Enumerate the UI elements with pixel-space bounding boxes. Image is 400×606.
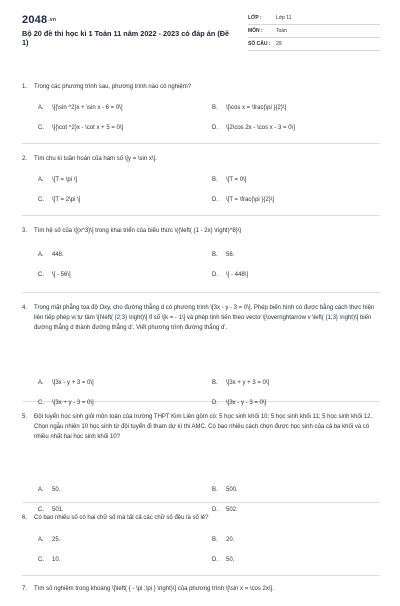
option-b[interactable]: B. \[\cos x = \frac{\pi }{2}\] xyxy=(212,105,287,111)
option-text: \[2\cos 2x - \cos x - 3 = 0\] xyxy=(226,125,295,131)
option-text: 500. xyxy=(226,487,238,493)
option-text: \[T = 0\] xyxy=(226,177,247,183)
meta-value: Toán xyxy=(276,28,287,34)
option-c[interactable]: C. 10. xyxy=(38,557,61,563)
question-number: 2. xyxy=(22,156,28,162)
option-b[interactable]: B. 56. xyxy=(212,252,235,258)
question-text: 7. Tìm số nghiệm trong khoảng \[\left( { - \pi ;\pi } \right)\] của phương trình \[\sin x = \cos 2x\]. xyxy=(22,586,274,592)
option-a[interactable]: A. 448. xyxy=(38,252,64,258)
question-number: 4. xyxy=(22,305,28,311)
option-b[interactable]: B. \[T = 0\] xyxy=(212,177,247,183)
option-text: 448. xyxy=(52,252,64,258)
option-d[interactable]: D. \[3x - y - 3 = 0\] xyxy=(212,400,267,406)
option-d[interactable]: D. \[T = \frac{\pi }{2}\] xyxy=(212,197,275,203)
option-text: 10. xyxy=(52,557,61,563)
option-c[interactable]: C. \[3x + y - 3 = 0\] xyxy=(38,400,94,406)
option-text: 50. xyxy=(226,557,235,563)
option-c[interactable]: C. \[T = 2\pi \] xyxy=(38,197,81,203)
logo-text: 2048 xyxy=(22,14,48,26)
meta-row-count xyxy=(248,38,380,51)
meta-key: SỐ CÂU : xyxy=(248,41,271,47)
question-3 xyxy=(22,216,380,293)
question-2 xyxy=(22,144,380,216)
option-d[interactable]: D. \[2\cos 2x - \cos x - 3 = 0\] xyxy=(212,125,295,131)
option-text: \[{\cot ^2}x - \cot x + 5 = 0\] xyxy=(52,125,124,131)
site-logo[interactable] xyxy=(22,14,56,26)
option-text: 502. xyxy=(226,507,238,513)
meta-row-class xyxy=(248,12,380,25)
meta-key: MÔN : xyxy=(248,28,263,34)
question-1 xyxy=(22,72,380,144)
option-b[interactable]: B. 20. xyxy=(212,537,235,543)
meta-value: 29 xyxy=(276,41,282,47)
meta-table xyxy=(248,12,380,51)
option-c[interactable]: C. \[{\cot ^2}x - \cot x + 5 = 0\] xyxy=(38,125,124,131)
question-number: 3. xyxy=(22,228,28,234)
question-number: 7. xyxy=(22,586,28,592)
meta-value: Lớp 11 xyxy=(276,15,292,21)
question-number: 5. xyxy=(22,414,28,420)
question-7 xyxy=(22,576,380,606)
option-c[interactable]: C. \[ - 56\] xyxy=(38,272,71,278)
option-a[interactable]: A. \[T = \pi \] xyxy=(38,177,78,183)
question-text: 2. Tìm chu kì tuần hoàn của hàm số \[y = \sin x\]. xyxy=(22,156,157,162)
question-text: 6. Có bao nhiêu số có hai chữ số mà tất cả các chữ số đều là số lẻ? xyxy=(22,515,209,521)
question-number: 6. xyxy=(22,515,28,521)
option-text: \[3x - y + 3 = 0\] xyxy=(52,380,94,386)
option-b[interactable]: B. \[3x + y + 3 = 0\] xyxy=(212,380,270,386)
option-text: 50. xyxy=(52,487,61,493)
question-4 xyxy=(22,293,380,406)
option-a[interactable]: A. \[3x - y + 3 = 0\] xyxy=(38,380,94,386)
option-text: 501. xyxy=(52,507,64,513)
meta-key: LỚP : xyxy=(248,15,262,21)
option-text: 56. xyxy=(226,252,235,258)
option-text: 20. xyxy=(226,537,235,543)
option-d[interactable]: D. 50. xyxy=(212,557,235,563)
option-a[interactable]: A. \[{\sin ^2}x + \sin x - 6 = 0\] xyxy=(38,105,123,111)
question-6 xyxy=(22,503,380,576)
option-a[interactable]: A. 25. xyxy=(38,537,61,543)
option-text: \[T = \frac{\pi }{2}\] xyxy=(226,197,275,203)
option-text: \[3x + y - 3 = 0\] xyxy=(52,400,94,406)
question-text: 3. Tìm hệ số của \[{x^3}\] trong khai triển của biểu thức \({\left( {1 - 2x} \right)^8}\) xyxy=(22,228,242,234)
option-text: \[3x - y - 3 = 0\] xyxy=(226,400,267,406)
question-text: 4. Trong mặt phẳng tọa độ Oxy, cho đường thẳng d có phương trình \[3x - y - 3 = 0\]. Phép biến hình có được bằng cách thực hiện liên tiếp phép vị tự tâm \[I\left( {2;3} \right)\] tỉ số \[k = - 1\] và phép tịnh tiến theo vectơ \[\overrightarrow v \left( {1;3} \right)\] biến đường thẳng d thành đường thẳng d'. Viết phương trình đường thẳng d'. xyxy=(22,305,375,331)
option-text: \[T = \pi \] xyxy=(52,177,78,183)
option-text: \[\cos x = \frac{\pi }{2}\] xyxy=(226,105,287,111)
option-text: \[T = 2\pi \] xyxy=(52,197,81,203)
question-number: 1. xyxy=(22,84,28,90)
option-b[interactable]: B. 500. xyxy=(212,487,238,493)
question-text: 5. Đội tuyển học sinh giỏi môn toán của trường THPT Kim Liên gồm có: 5 học sinh khối 10; 5 học sinh khối 11; 5 học sinh khối 12. Chọn ngẫu nhiên 10 học sinh từ đội tuyển đi tham dự kì thi AMC. Có bao nhiêu cách chọn được học sinh của cả ba khối và có nhiều nhất hai học sinh khối 10? xyxy=(22,414,373,440)
option-text: \[ - 56\] xyxy=(52,272,71,278)
question-list xyxy=(22,72,380,606)
option-a[interactable]: A. 50. xyxy=(38,487,61,493)
option-text: 25. xyxy=(52,537,61,543)
option-d[interactable]: D. \[ - 448\] xyxy=(212,272,249,278)
header xyxy=(22,12,380,62)
option-text: \[{\sin ^2}x + \sin x - 6 = 0\] xyxy=(52,105,123,111)
question-text: 1. Trong các phương trình sau, phương trình nào có nghiệm? xyxy=(22,84,192,90)
option-c[interactable]: C. 501. xyxy=(38,507,64,513)
document-title: Bộ 20 đề thi học kì 1 Toán 11 năm 2022 - 2023 có đáp án (Đề 1) xyxy=(22,29,230,47)
question-5 xyxy=(22,402,380,513)
option-d[interactable]: D. 502. xyxy=(212,507,238,513)
meta-row-subject xyxy=(248,25,380,38)
option-text: \[ - 448\] xyxy=(226,272,249,278)
logo-suffix: .vn xyxy=(48,17,57,24)
option-text: \[3x + y + 3 = 0\] xyxy=(226,380,270,386)
